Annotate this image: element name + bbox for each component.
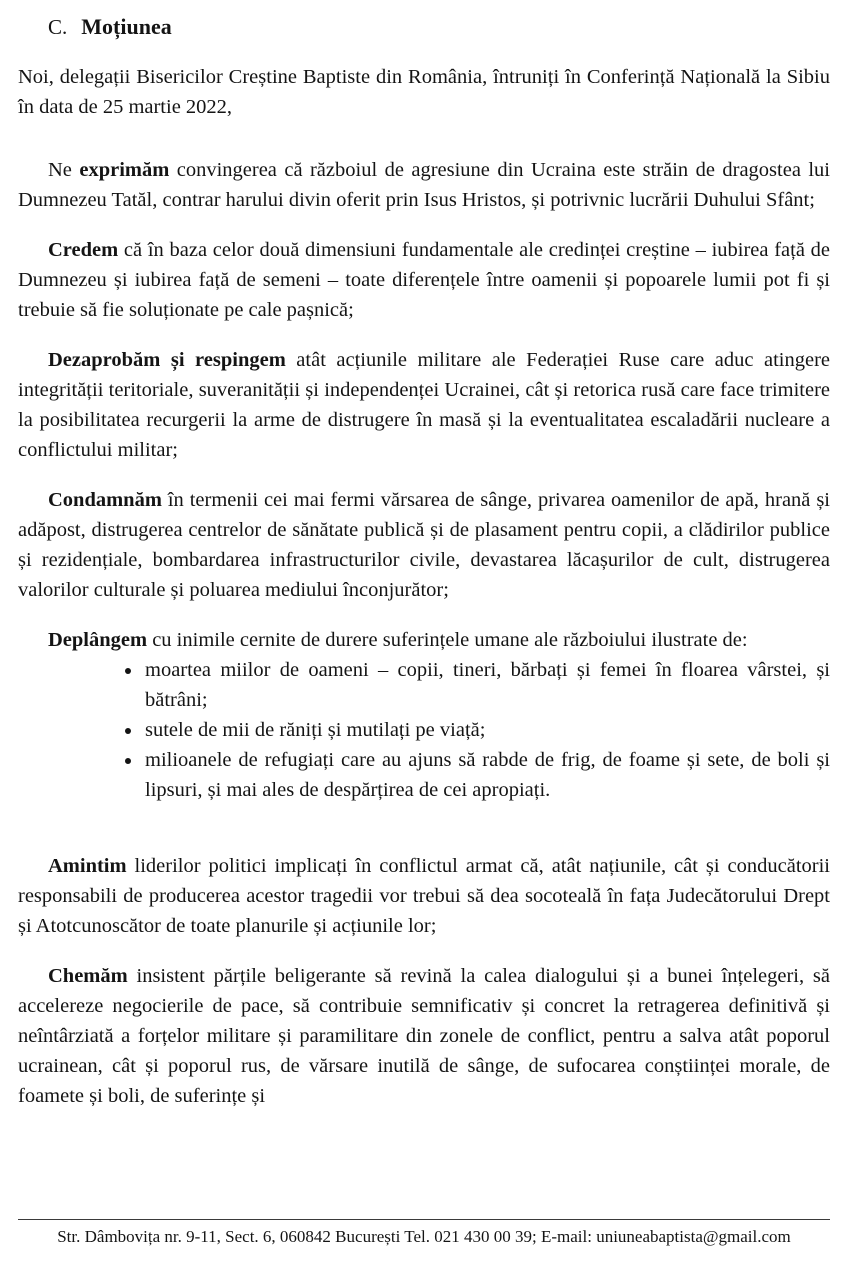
section-heading-numeral: C. (48, 15, 68, 39)
paragraph-amintim (18, 851, 830, 941)
paragraph-keyword: Chemăm (48, 965, 128, 987)
paragraph-text: atât acțiunile militare ale Federației Ruse care aduc atingere integrității teritoriale, suveranității și independenței Ucrainei, cât și retorica rusă care face trimitere la posibilitatea recurgerii la arme de distrugere în masă și la eventualitatea escaladării nucleare a conflictului militar; (18, 349, 831, 461)
bullet-item: • moartea miilor de oameni – copii, tineri, bărbați și femei în floarea vârstei, și bătrâni; (143, 655, 830, 715)
paragraph-keyword: Credem (48, 239, 119, 261)
paragraph-text: insistent părțile beligerante să revină la calea dialogului și a bunei înțelegeri, să accelereze negocierile de pace, să contribuie semnificativ și concret la retragerea definitivă și neîntârziată a forțelor militare și paramilitare din zonele de conflict, pentru a salva atât poporul ucrainean, cât și poporul rus, de vărsare inutilă de sânge, de sufocarea conștiinței morale, de foamete și boli, de suferințe și (18, 965, 830, 1107)
paragraph-text: liderilor politici implicați în conflictul armat că, atât națiunile, cât și conducătorii responsabili de producerea acestor tragedii vor trebui să dea socoteală în fața Judecătorului Drept și Atotcunoscător de toate planurile și acțiunile lor; (18, 855, 830, 937)
paragraph-condamnam (18, 485, 830, 605)
bullet-item: • sutele de mii de răniți și mutilați pe viață; (143, 715, 830, 745)
paragraph-lead: Ne (48, 159, 80, 181)
section-heading (48, 12, 830, 42)
intro-paragraph: Noi, delegații Bisericilor Creștine Baptiste din România, întruniți în Conferință Națională la Sibiu în data de 25 martie 2022, (18, 66, 830, 118)
paragraph-text: că în baza celor două dimensiuni fundamentale ale credinței creștine – iubirea față de Dumnezeu și iubirea față de semeni – toate diferențele între oamenii și popoarele lumii pot fi și trebuie să fie soluționate pe cale pașnică; (18, 239, 830, 321)
paragraph-keyword: Deplângem (48, 629, 148, 651)
paragraph-text: convingerea că războiul de agresiune din Ucraina este străin de dragostea lui Dumnezeu Tatăl, contrar harului divin oferit prin Isus Hristos, și potrivnic lucrării Duhului Sfânt; (18, 159, 830, 211)
paragraph-keyword: Dezaprobăm și respingem (48, 349, 286, 371)
paragraph-exprimam (18, 155, 830, 215)
paragraph-credem (18, 235, 830, 325)
section-heading-title: Moțiunea (81, 14, 172, 39)
paragraph-keyword: Amintim (48, 855, 127, 877)
paragraph-text: în termenii cei mai fermi vărsarea de sânge, privarea oamenilor de apă, hrană și adăpost, distrugerea centrelor de sănătate publică și de plasament pentru copii, a clădirilor publice și rezidențiale, bombardarea infrastructurilor civile, devastarea lăcașurilor de cult, distrugerea valorilor culturale și poluarea mediului înconjurător; (18, 489, 830, 601)
paragraph-deplangem (18, 625, 830, 655)
page-footer (18, 1219, 830, 1248)
paragraph-keyword: exprimăm (79, 159, 170, 181)
footer-address-text: Str. Dâmbovița nr. 9-11, Sect. 6, 060842 București Tel. 021 430 00 39; E-mail: uniuneabaptista@gmail.com (57, 1227, 791, 1246)
paragraph-keyword: Condamnăm (48, 489, 162, 511)
paragraph-text: cu inimile cernite de durere suferințele umane ale războiului ilustrate de: (147, 629, 748, 651)
paragraph-chemam (18, 961, 830, 1111)
paragraph-dezaprobam (18, 345, 830, 465)
bullet-item: • milioanele de refugiați care au ajuns să rabde de frig, de foame și sete, de boli și lipsuri, și mai ales de despărțirea de cei apropiați. (143, 745, 830, 805)
suffering-bullet-list (95, 655, 830, 805)
